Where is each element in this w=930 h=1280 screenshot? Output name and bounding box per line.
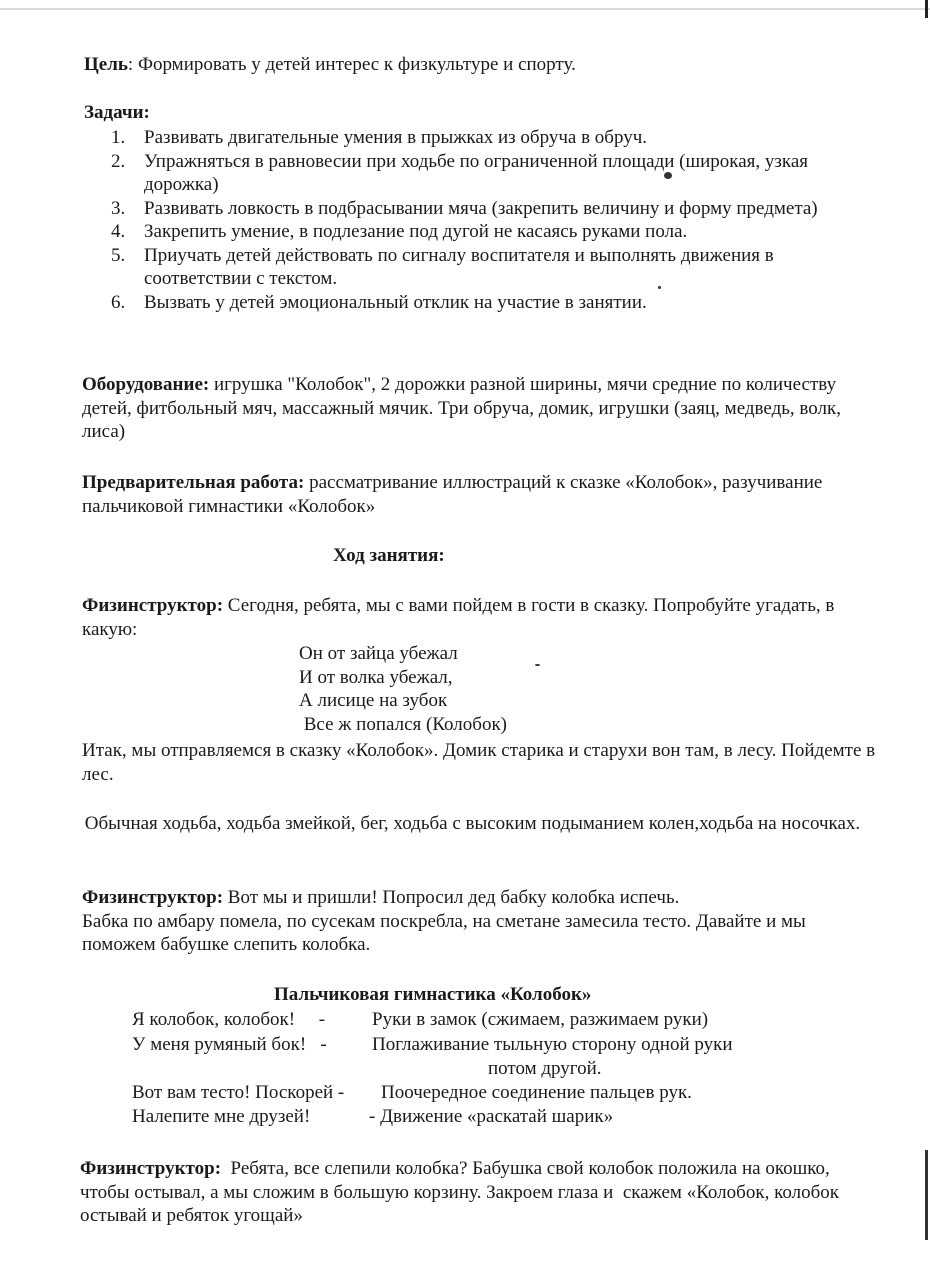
intro-paragraph: Физинструктор: Сегодня, ребята, мы с вами пойдем в гости в сказку. Попробуйте угадать, в какую: [82, 595, 835, 640]
task-item: 2. Упражняться в равновесии при ходьбе по ограниченной площади (широкая, узкая дорожка) [111, 150, 809, 195]
goal-text: : Формировать у детей интерес к физкультуре и спорту. [127, 54, 576, 75]
goal-label: Цель [84, 54, 128, 75]
equipment-paragraph: Оборудование: игрушка "Колобок", 2 дорожки разной ширины, мячи средние по количеству детей, фитбольный мяч, массажный мячик. Три обруча, домик, игрушки (заяц, медведь, волк, лиса) [82, 374, 841, 442]
scan-speck [658, 286, 661, 289]
task-item: 3. Развивать ловкость в подбрасывании мяча (закрепить величину и форму предмета) [111, 197, 818, 219]
arrived-paragraph: Физинструктор: Вот мы и пришли! Попросил дед бабку колобка испечь. Бабка по амбару помела, по сусекам поскребла, на сметане замесила тесто. Давайте и мы поможем бабушке слепить колобка. [82, 887, 806, 955]
scan-edge-right [925, 0, 928, 1280]
riddle-line: Он от зайца убежал [299, 643, 458, 664]
instructor-label: Физинструктор: [82, 887, 224, 908]
finger-verse: Налепите мне друзей! [132, 1106, 311, 1127]
finger-action: Руки в замок (сжимаем, разжимаем руки) [372, 1009, 709, 1030]
walking-paragraph: Обычная ходьба, ходьба змейкой, бег, ходьба с высоким подыманием колен,ходьба на носочках. [80, 813, 861, 834]
tasks-list [111, 126, 851, 314]
riddle-poem [299, 642, 507, 736]
finger-verse: У меня румяный бок! - [132, 1034, 327, 1055]
goal-line [84, 53, 576, 77]
task-item: 5. Приучать детей действовать по сигналу воспитателя и выполнять движения в соответствии с текстом. [111, 244, 774, 289]
finger-title: Пальчиковая гимнастика «Колобок» [274, 984, 592, 1005]
task-item: 1. Развивать двигательные умения в прыжках из обруча в обруч. [111, 127, 648, 148]
instructor-label: Физинструктор: [80, 1158, 222, 1179]
prep-label: Предварительная работа: [82, 472, 305, 493]
finger-action: Поочередное соединение пальцев рук. [381, 1082, 692, 1103]
instructor-label: Физинструктор: [82, 595, 224, 616]
final-paragraph: Физинструктор: Ребята, все слепили колобка? Бабушка свой колобок положила на окошко, чтобы остывал, а мы сложим в большую корзину. Закроем глаза и скажем «Колобок, колобок остывай и ребяток угощай» [80, 1158, 844, 1226]
journey-paragraph: Итак, мы отправляемся в сказку «Колобок». Домик старика и старухи вон там, в лесу. Пойдемте в лес. [82, 740, 876, 785]
riddle-line: А лисице на зубок [299, 690, 448, 711]
finger-verse: Я колобок, колобок! - [132, 1009, 326, 1030]
scan-edge-top [0, 8, 930, 10]
finger-verse: Вот вам тесто! Поскорей - [132, 1082, 345, 1103]
finger-action: Поглаживание тыльную сторону одной руки [372, 1034, 733, 1055]
equipment-label: Оборудование: [82, 374, 210, 395]
finger-action: потом другой. [488, 1058, 602, 1079]
scan-speck [664, 172, 672, 179]
scan-speck [535, 664, 540, 666]
prep-paragraph: Предварительная работа: рассматривание иллюстраций к сказке «Колобок», разучивание пальчиковой гимнастики «Колобок» [82, 472, 823, 517]
course-title: Ход занятия: [333, 545, 445, 566]
riddle-line: И от волка убежал, [299, 666, 453, 688]
tasks-heading: Задачи: [84, 102, 150, 123]
task-item: 4. Закрепить умение, в подлезание под дугой не касаясь руками пола. [111, 221, 688, 242]
riddle-line: Все ж попался (Колобок) [299, 713, 507, 735]
task-item: 6. Вызвать у детей эмоциональный отклик на участие в занятии. [111, 291, 647, 313]
finger-action: - Движение «раскатай шарик» [369, 1106, 614, 1127]
